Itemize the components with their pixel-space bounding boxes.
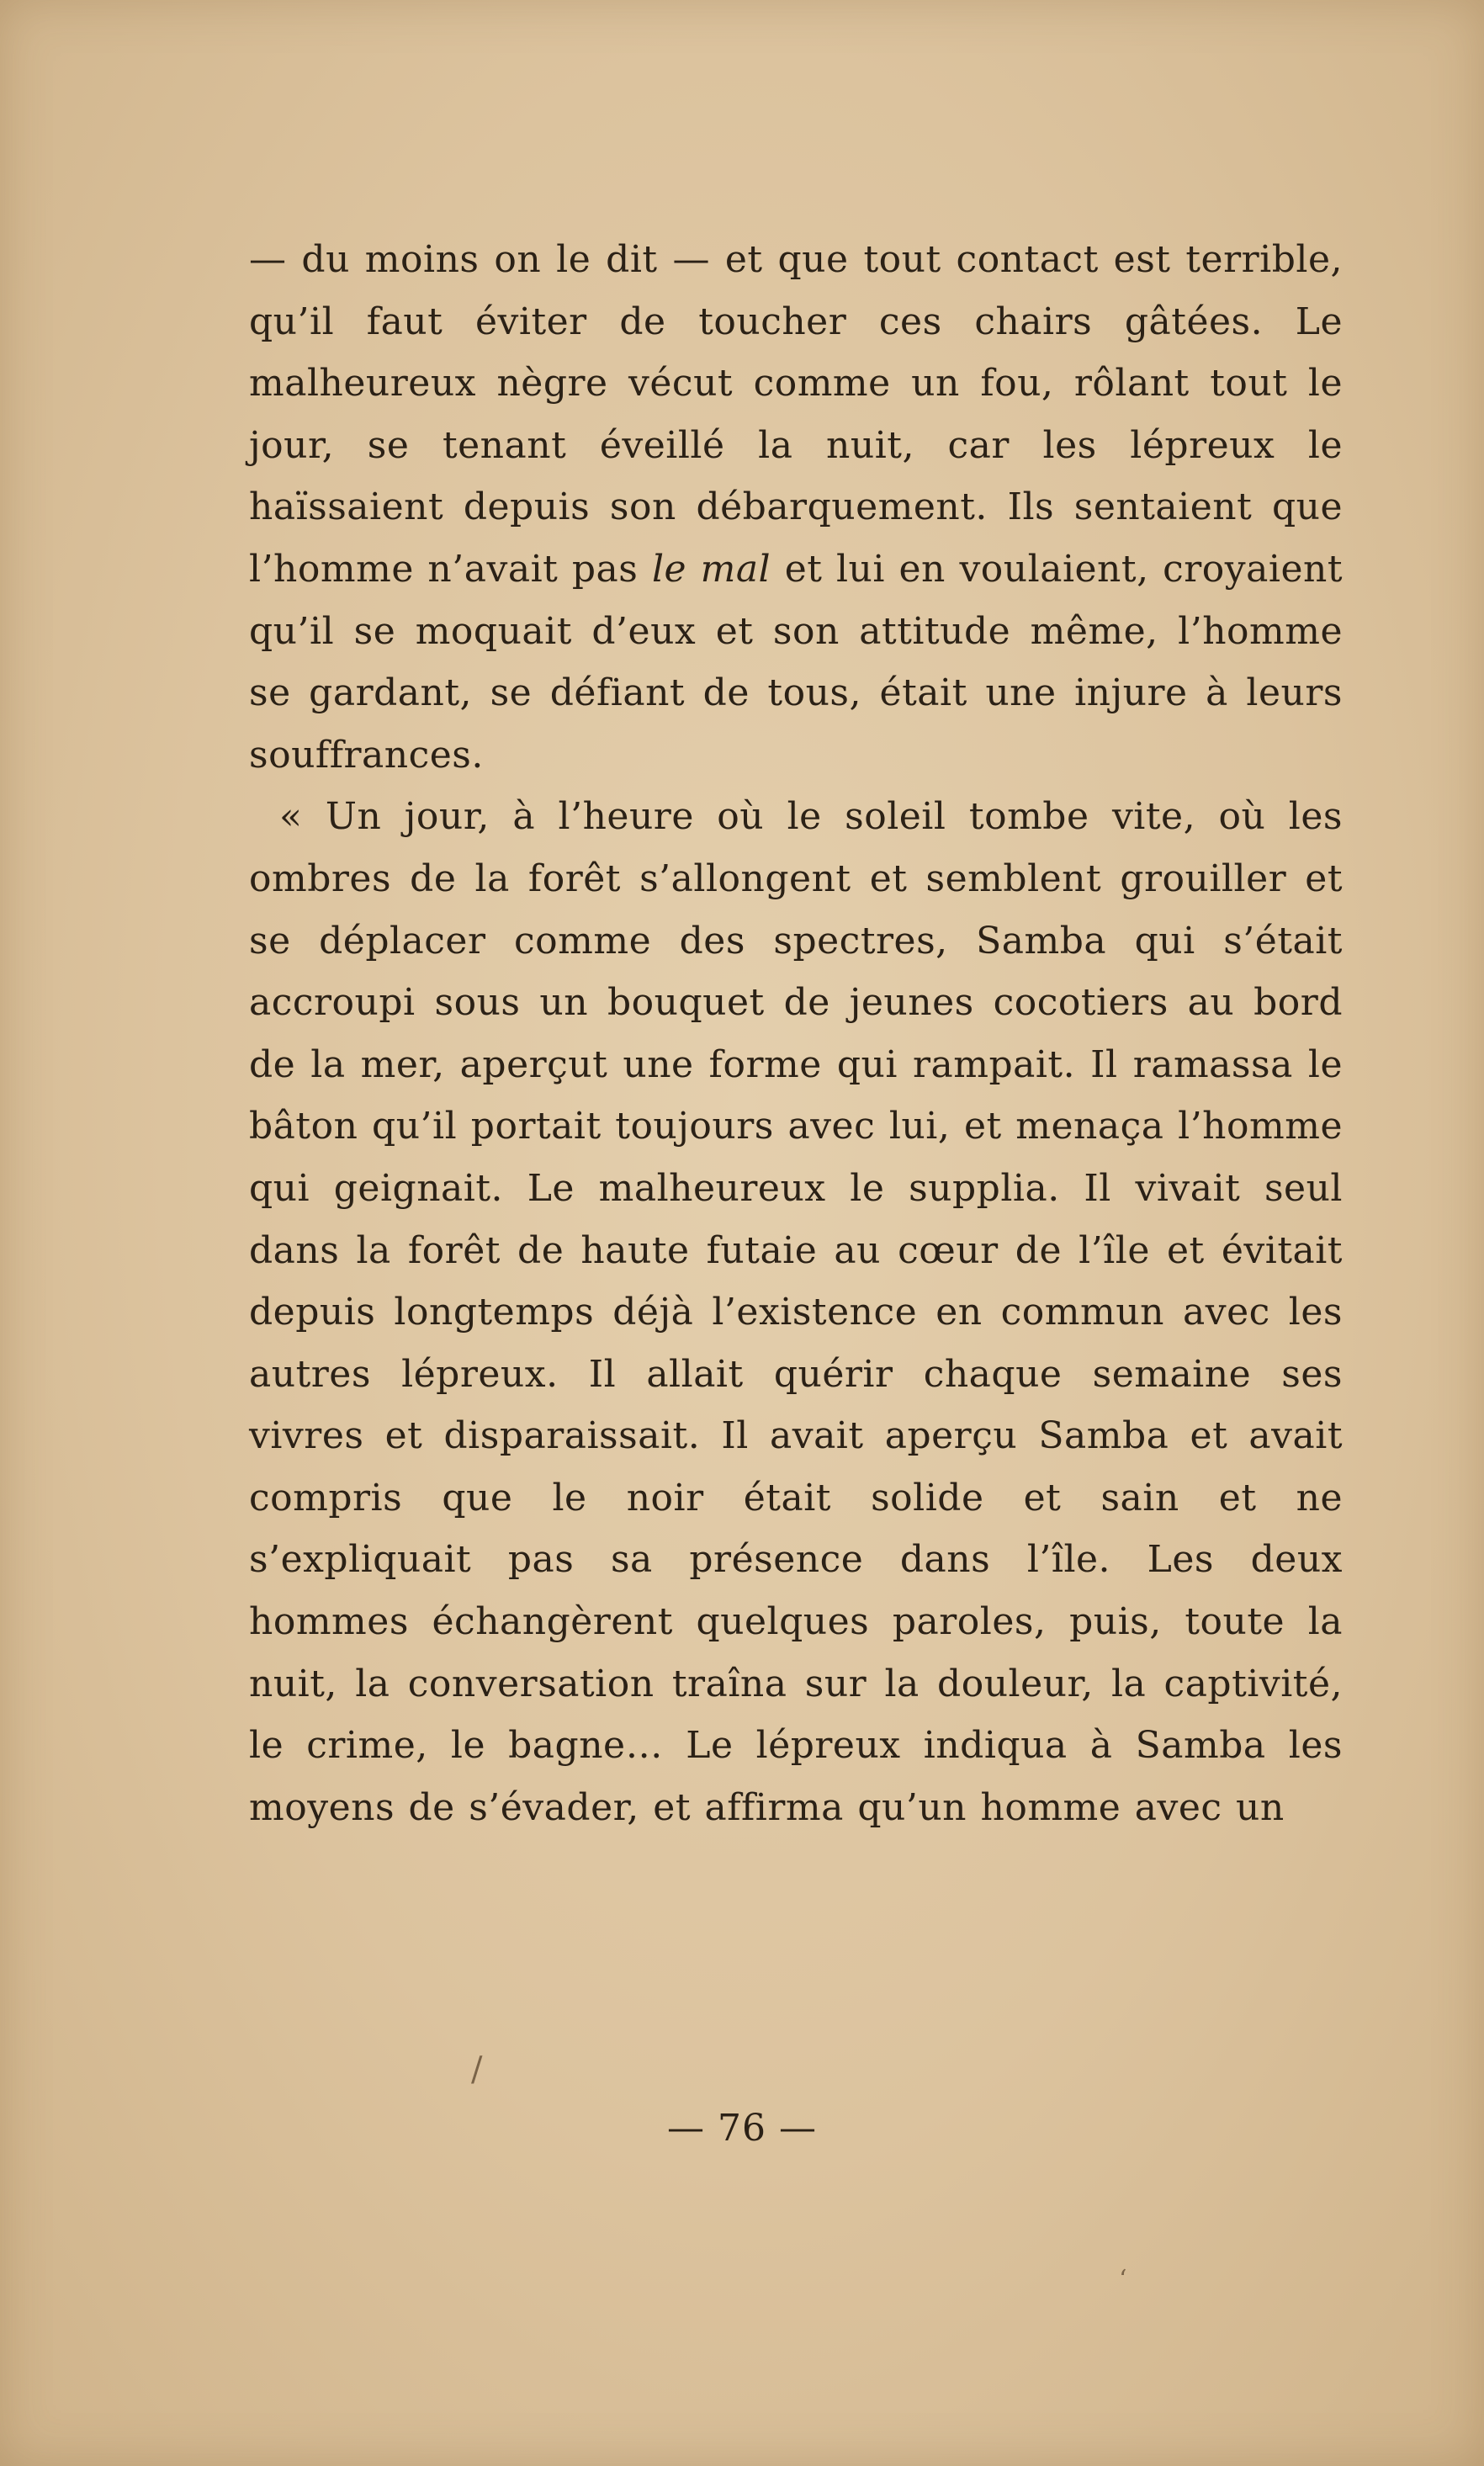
- paragraph-continuation: [249, 229, 1343, 786]
- body-text: [249, 229, 1343, 1838]
- italic-phrase: le mal: [651, 547, 771, 591]
- paragraph-1-text-start: — du moins on le dit — et que tout contact est terrible, qu’il faut éviter de toucher ces chairs gâtées. Le malheureux nègre vécut comme un fou, rôlant tout le jour, se tenant éveillé la nuit, car les lépreux le haïssaient depuis son débarquement. Ils sentaient que l’homme n’avait pas: [249, 238, 1343, 591]
- ink-speck-mark: /: [471, 2050, 483, 2089]
- ink-speck-mark: ʻ: [1119, 2265, 1127, 2294]
- paragraph-quoted: « Un jour, à l’heure où le soleil tombe vite, où les ombres de la forêt s’allongent et semblent grouiller et se déplacer comme des spectres, Samba qui s’était accroupi sous un bouquet de jeunes cocotiers au bord de la mer, aperçut une forme qui rampait. Il ramassa le bâton qu’il portait toujours avec lui, et menaça l’homme qui geignait. Le malheureux le supplia. Il vivait seul dans la forêt de haute futaie au cœur de l’île et évitait depuis longtemps déjà l’existence en commun avec les autres lépreux. Il allait quérir chaque semaine ses vivres et disparaissait. Il avait aperçu Samba et avait compris que le noir était solide et sain et ne s’expliquait pas sa présence dans l’île. Les deux hommes échangèrent quelques paroles, puis, toute la nuit, la conversation traîna sur la douleur, la captivité, le crime, le bagne… Le lépreux indiqua à Samba les moyens de s’évader, et affirma qu’un homme avec un: [249, 795, 1343, 1829]
- paragraph-1-text-end: et lui en voulaient, croyaient qu’il se moquait d’eux et son attitude même, l’homme se gardant, se défiant de tous, était une injure à leurs souffrances.: [249, 547, 1344, 777]
- page-number: — 76 —: [667, 2107, 817, 2150]
